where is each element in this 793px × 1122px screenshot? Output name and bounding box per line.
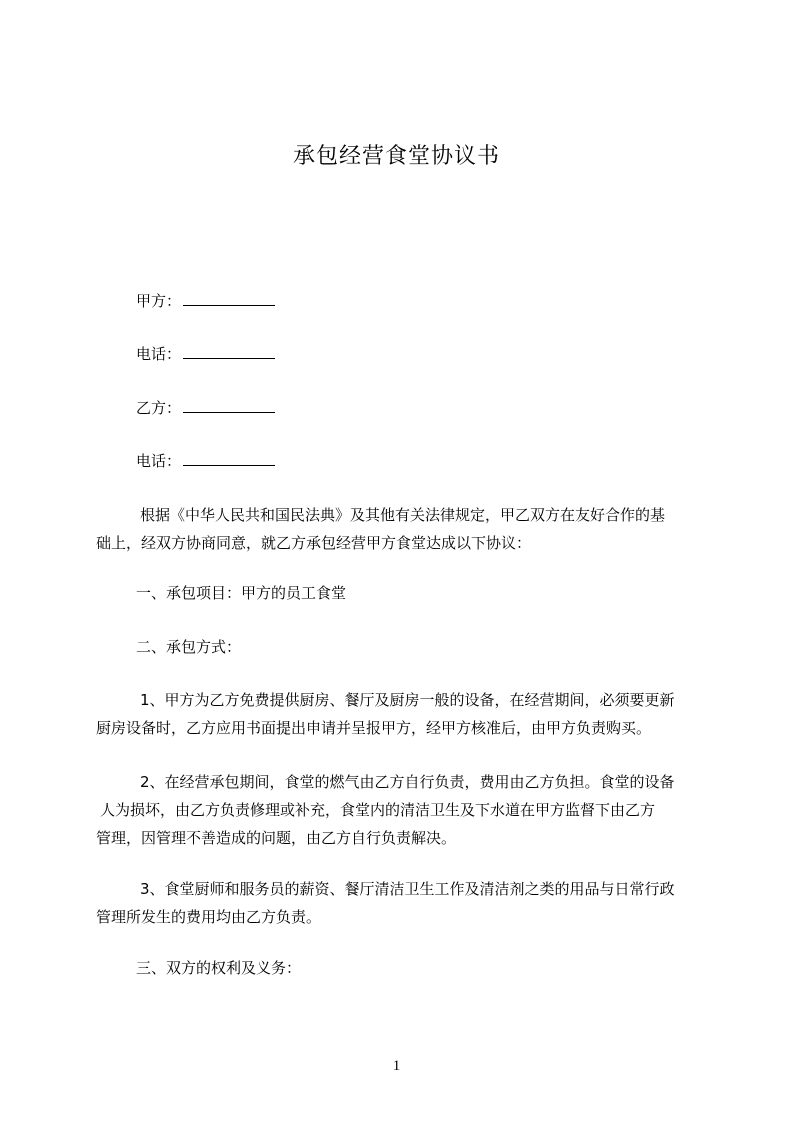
party-b-blank: [183, 398, 275, 413]
clause-2-line-2: 人为损坏，由乙方负责修理或补充，食堂内的清洁卫生及下水道在甲方监督下由乙方: [100, 801, 656, 819]
party-a-label: 甲方：: [136, 292, 182, 310]
party-b-label: 乙方：: [136, 399, 182, 417]
page-number: 1: [392, 1058, 401, 1074]
party-a-phone-label: 电话：: [136, 345, 182, 363]
clause-1-line-1: 1、甲方为乙方免费提供厨房、餐厅及厨房一般的设备，在经营期间，必须要更新: [140, 691, 675, 709]
clause-3-line-1: 3、食堂厨师和服务员的薪资、餐厅清洁卫生工作及清洁剂之类的用品与日常行政: [140, 880, 675, 898]
party-a-blank: [183, 291, 275, 306]
clause-2-line-1: 2、在经营承包期间，食堂的燃气由乙方自行负责，费用由乙方负担。食堂的设备: [140, 773, 675, 791]
section-3-heading: 三、双方的权利及义务：: [136, 959, 302, 977]
clause-3-paragraph: [96, 875, 716, 931]
clause-3-line-2: 管理所发生的费用均由乙方负责。: [96, 908, 322, 926]
clause-1-line-2: 厨房设备时，乙方应用书面提出申请并呈报甲方，经甲方核准后，由甲方负责购买。: [96, 719, 652, 737]
document-title: 承包经营食堂协议书: [292, 144, 500, 169]
party-a-phone-blank: [183, 344, 275, 359]
party-a-field: [136, 291, 275, 311]
party-b-phone-label: 电话：: [136, 452, 182, 470]
intro-line-1: 根据《中华人民共和国民法典》及其他有关法律规定，甲乙双方在友好合作的基: [140, 506, 666, 524]
intro-paragraph: [96, 501, 716, 557]
clause-1-paragraph: [96, 686, 716, 742]
party-b-phone-blank: [183, 451, 275, 466]
section-2-heading: 二、承包方式：: [136, 638, 242, 656]
intro-line-2: 础上，经双方协商同意，就乙方承包经营甲方食堂达成以下协议：: [96, 534, 532, 552]
clause-2-paragraph: [96, 768, 716, 852]
party-b-field: [136, 398, 275, 418]
party-b-phone-field: [136, 451, 275, 471]
clause-2-line-3: 管理，因管理不善造成的问题，由乙方自行负责解决。: [96, 829, 457, 847]
section-1-heading: 一、承包项目：甲方的员工食堂: [136, 584, 347, 602]
party-a-phone-field: [136, 344, 275, 364]
